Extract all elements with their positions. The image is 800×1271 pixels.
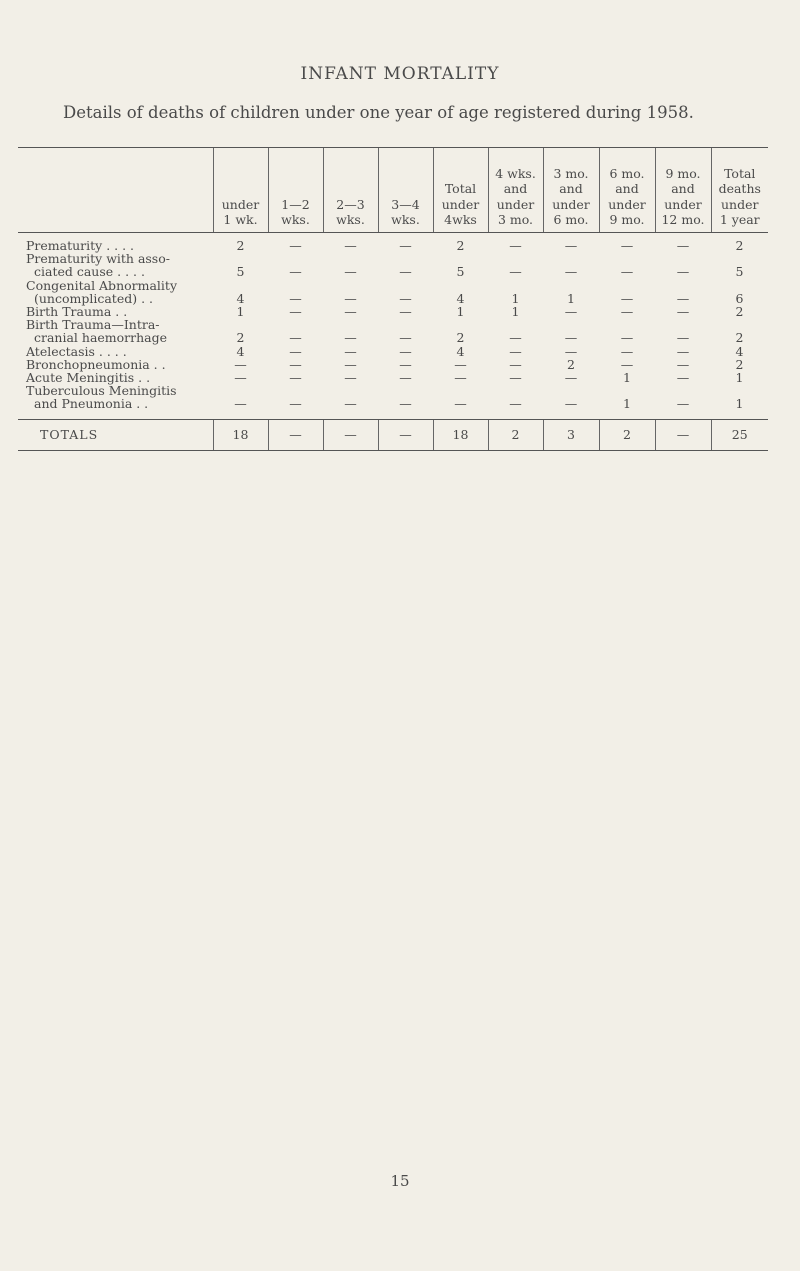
cause-cell — [18, 252, 213, 278]
column-header — [323, 148, 378, 233]
column-header-line: wks. — [281, 212, 310, 228]
column-header-line — [20, 212, 211, 228]
value-cell: — — [509, 330, 522, 346]
value-cell: 1 — [236, 304, 245, 320]
infant-mortality-table — [18, 147, 768, 451]
value-cell: — — [344, 396, 357, 412]
column-header-line — [436, 166, 486, 182]
value-cell: 2 — [236, 330, 245, 346]
value-cell: — — [564, 330, 578, 346]
cause-text: cranial haemorrhage — [34, 330, 168, 346]
value-cell: — — [234, 370, 247, 386]
value-cell: — — [344, 264, 357, 280]
value-cell: — — [620, 238, 634, 253]
total-cell: 25 — [711, 419, 768, 450]
column-header-line: under — [496, 196, 535, 212]
value-cell: — — [676, 330, 690, 346]
column-header-line — [216, 181, 266, 197]
value-cell: — — [564, 264, 578, 280]
value-cell: — — [399, 370, 412, 386]
cause-text: Atelectasis . . . . — [26, 343, 127, 359]
value-cell: — — [564, 238, 578, 253]
column-header-line: under — [221, 196, 260, 212]
total-cell: 2 — [599, 419, 655, 450]
value-cell: — — [676, 238, 690, 253]
table-row — [18, 384, 768, 419]
column-header-line: under — [721, 196, 759, 212]
column-header — [488, 148, 543, 233]
totals-row — [18, 419, 768, 450]
column-header-line: Total — [444, 181, 477, 197]
value-cell: — — [509, 370, 522, 386]
total-cell: 18 — [213, 419, 268, 450]
column-header-line: and — [671, 181, 695, 197]
value-cell: — — [564, 370, 578, 386]
value-cell: 2 — [236, 238, 245, 253]
cause-text: Acute Meningitis . . — [26, 370, 151, 386]
total-cell: — — [323, 419, 378, 450]
cause-text: (uncomplicated) . . — [34, 290, 154, 306]
total-cell: 2 — [488, 419, 543, 450]
column-header-line: 1 year — [719, 212, 760, 228]
value-cell: — — [289, 330, 302, 346]
value-cell: — — [399, 290, 412, 306]
value-cell: — — [289, 356, 302, 372]
column-header-line: 6 mo. — [609, 165, 645, 181]
value-cell: — — [344, 290, 357, 306]
column-header — [599, 148, 655, 233]
cause-text: Birth Trauma—Intra- — [26, 317, 160, 333]
value-cell: — — [289, 264, 302, 280]
value-cell: — — [454, 356, 467, 372]
value-cell: — — [454, 396, 467, 412]
value-cell: — — [234, 396, 247, 412]
value-cell: — — [676, 356, 690, 372]
value-cell: — — [620, 330, 634, 346]
column-header-line — [216, 166, 266, 182]
column-header-line: 6 mo. — [553, 212, 589, 228]
value-cell: — — [620, 264, 634, 280]
cause-text: Birth Trauma . . — [26, 304, 128, 320]
column-header-line — [326, 166, 376, 182]
value-cell: — — [620, 304, 634, 320]
page-title: INFANT MORTALITY — [300, 64, 500, 84]
total-cell: — — [378, 419, 433, 450]
table-row — [18, 345, 768, 358]
column-header — [378, 148, 433, 233]
column-header-line: under — [552, 196, 590, 212]
column-header-line: under — [441, 196, 480, 212]
column-header — [268, 148, 323, 233]
value-cell: — — [676, 396, 690, 412]
column-header-line: Total — [724, 165, 756, 181]
column-header-line: and — [559, 181, 583, 197]
table-body — [18, 233, 768, 420]
value-cell: — — [289, 396, 302, 412]
column-header-line — [271, 181, 321, 197]
totals-label: TOTALS — [18, 419, 213, 450]
cause-cell — [18, 318, 213, 344]
value-cell: — — [399, 304, 412, 320]
value-cell: — — [344, 370, 357, 386]
column-header-line: wks. — [391, 212, 420, 228]
column-header-line: 3—4 — [391, 196, 420, 212]
column-header-line — [381, 181, 431, 197]
value-cell: 2 — [567, 356, 575, 372]
value-cell: 1 — [623, 396, 631, 412]
value-cell: — — [676, 264, 690, 280]
column-header — [543, 148, 599, 233]
value-cell: — — [620, 356, 634, 372]
cause-text: Bronchopneumonia . . — [26, 356, 166, 372]
value-cell: — — [509, 396, 522, 412]
value-cell: 4 — [456, 290, 465, 306]
table-row — [18, 318, 768, 344]
value-cell: 1 — [735, 370, 744, 386]
value-cell: 2 — [456, 330, 465, 346]
column-header-line — [381, 166, 431, 182]
value-cell: — — [676, 370, 690, 386]
cause-text: ciated cause . . . . — [34, 264, 145, 280]
value-cell: — — [676, 290, 690, 306]
value-cell: — — [509, 238, 522, 253]
value-cell: — — [399, 343, 412, 359]
cause-text: Tuberculous Meningitis — [26, 383, 177, 399]
value-cell: — — [344, 356, 357, 372]
value-cell: — — [676, 343, 690, 359]
column-header-line: and — [503, 181, 528, 197]
value-cell: 6 — [735, 290, 744, 306]
value-cell: 1 — [567, 290, 575, 306]
value-cell: 1 — [735, 396, 744, 412]
table-header-row — [18, 148, 768, 233]
column-header-line: 12 mo. — [661, 212, 705, 228]
cause-cell — [18, 279, 213, 305]
column-header-line: 4wks — [444, 212, 477, 228]
value-cell: — — [344, 238, 357, 253]
value-cell: — — [399, 356, 412, 372]
value-cell: — — [344, 304, 357, 320]
value-cell: 1 — [456, 304, 465, 320]
total-cell: 18 — [433, 419, 488, 450]
cause-cell — [18, 233, 213, 253]
value-cell: 5 — [735, 264, 744, 280]
value-cell: — — [289, 343, 302, 359]
column-header-line: 4 wks. — [495, 165, 536, 181]
value-cell: — — [564, 343, 578, 359]
value-cell: 2 — [735, 356, 744, 372]
value-cell: — — [344, 330, 357, 346]
value-cell: — — [564, 396, 578, 412]
value-cell: — — [399, 238, 412, 253]
column-header-line: 2—3 — [336, 196, 365, 212]
column-header-line: 9 mo. — [665, 165, 701, 181]
value-cell: 1 — [511, 304, 520, 320]
cause-text: Congenital Abnormality — [26, 277, 178, 293]
value-cell: — — [344, 343, 357, 359]
column-header-line: under — [608, 196, 646, 212]
total-cell: — — [655, 419, 711, 450]
value-cell: — — [234, 356, 247, 372]
cause-text: and Pneumonia . . — [34, 396, 149, 412]
cause-text: Prematurity with asso- — [26, 251, 170, 267]
value-cell: — — [289, 238, 302, 253]
column-header-line — [20, 166, 211, 182]
value-cell: 4 — [236, 343, 245, 359]
column-header — [433, 148, 488, 233]
value-cell: 2 — [735, 238, 744, 253]
column-header-line: 9 mo. — [609, 212, 645, 228]
column-header — [711, 148, 768, 233]
column-header-line: and — [615, 181, 639, 197]
column-header — [655, 148, 711, 233]
value-cell: 2 — [735, 330, 744, 346]
value-cell: — — [399, 396, 412, 412]
value-cell: 4 — [735, 343, 744, 359]
page-number: 15 — [390, 1172, 410, 1190]
value-cell: 2 — [735, 304, 744, 320]
total-cell: — — [268, 419, 323, 450]
page-subtitle: Details of deaths of children under one year of age registered during 1958. — [63, 103, 694, 122]
column-header-line — [20, 181, 211, 197]
value-cell: — — [620, 343, 634, 359]
column-header-line — [326, 181, 376, 197]
value-cell: — — [399, 264, 412, 280]
value-cell: 2 — [456, 238, 465, 253]
table-row — [18, 233, 768, 253]
table-row — [18, 252, 768, 278]
value-cell: — — [509, 356, 522, 372]
value-cell: 1 — [623, 370, 631, 386]
column-header-line: 3 mo. — [497, 212, 534, 228]
value-cell: — — [289, 304, 302, 320]
value-cell: — — [454, 370, 467, 386]
column-header — [213, 148, 268, 233]
column-header-line: 1 wk. — [223, 212, 258, 228]
value-cell: 4 — [236, 290, 245, 306]
column-header-line: deaths — [718, 181, 761, 197]
column-header-line — [20, 197, 211, 213]
column-header-line: under — [664, 196, 702, 212]
cause-column-header — [18, 148, 213, 233]
value-cell: — — [676, 304, 690, 320]
value-cell: — — [289, 370, 302, 386]
value-cell: 5 — [456, 264, 465, 280]
value-cell: — — [509, 264, 522, 280]
value-cell: 5 — [236, 264, 245, 280]
cause-text: Prematurity . . . . — [26, 238, 135, 253]
value-cell: — — [564, 304, 578, 320]
total-cell: 3 — [543, 419, 599, 450]
value-cell: 1 — [511, 290, 520, 306]
cause-cell — [18, 345, 213, 358]
value-cell: — — [289, 290, 302, 306]
column-header-line — [271, 166, 321, 182]
table-row — [18, 279, 768, 305]
value-cell: — — [509, 343, 522, 359]
column-header-line: 3 mo. — [553, 165, 589, 181]
value-cell: 4 — [456, 343, 465, 359]
value-cell: — — [620, 290, 634, 306]
cause-cell — [18, 384, 213, 419]
column-header-line: wks. — [336, 212, 365, 228]
value-cell: — — [399, 330, 412, 346]
column-header-line: 1—2 — [281, 196, 310, 212]
